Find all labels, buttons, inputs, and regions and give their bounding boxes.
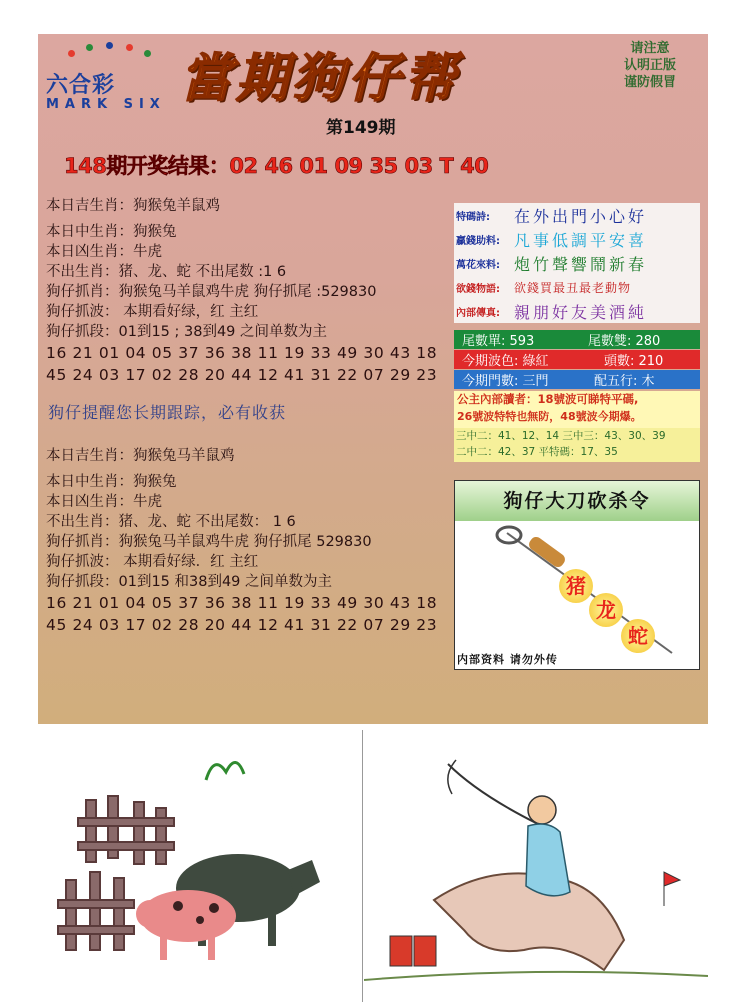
insider-tip (454, 391, 700, 428)
tracking-reminder: 狗仔提醒您长期跟踪，必有收获 (48, 403, 287, 422)
farm-drawing (38, 730, 360, 1002)
rider-illustration (364, 730, 708, 1002)
logo-text: 六合彩 (46, 73, 116, 98)
brand-title: 當期狗仔帮 (180, 48, 461, 109)
poem-text: 凡事低調平安喜 (514, 230, 648, 250)
logo-dots (68, 42, 158, 62)
draw-result: 148期开奖结果：02 46 01 09 35 03 T 40 (64, 154, 489, 178)
number-row: 45 24 03 17 02 28 20 44 12 41 31 22 07 29 23 (46, 616, 438, 634)
number-row: 16 21 01 04 05 37 36 38 11 19 33 49 30 43 18 (46, 594, 438, 612)
poem-text: 在外出門小心好 (514, 206, 648, 226)
logo-subtext: MARK SIX (46, 97, 166, 112)
poem-row (454, 251, 700, 275)
tip-line: 公主內部讀者：18號波可睇特平碼, (457, 392, 639, 406)
poem-row (454, 299, 700, 323)
divider-line (362, 730, 363, 1002)
poem-row (454, 227, 700, 251)
kill-title: 狗仔大刀砍杀令 (455, 481, 699, 521)
notice-line: 认明正版 (623, 58, 676, 73)
stat-left: 今期門數: 三門 (462, 374, 549, 389)
poem-label: 欲錢物語: (456, 283, 500, 295)
pig-boar-illustration (38, 730, 360, 1002)
issue-number: 第149期 (326, 118, 396, 138)
lucky-zodiac: 本日吉生肖：狗猴兔羊鼠鸡 (46, 198, 220, 214)
poem-text: 欲錢買最丑最老動物 (514, 280, 632, 295)
number-row: 16 21 01 04 05 37 36 38 11 19 33 49 30 43 18 (46, 344, 438, 362)
prediction-block-2 (46, 446, 437, 636)
stat-row-wave (454, 350, 700, 369)
picked-zodiac: 狗仔抓肖：狗猴兔马羊鼠鸡牛虎 狗仔抓尾 529830 (46, 534, 372, 550)
poem-row (454, 275, 700, 299)
excluded-zodiac: 不出生肖：猪、龙、蛇 不出尾数： 1 6 (46, 514, 296, 530)
stat-right: 配五行: 木 (594, 374, 655, 389)
picked-zodiac: 狗仔抓肖：狗猴兔马羊鼠鸡牛虎 狗仔抓尾 :529830 (46, 284, 377, 300)
poem-label: 特碼詩: (456, 211, 490, 223)
poem-panel (454, 203, 700, 323)
poem-label: 萬花來料: (456, 259, 500, 271)
unlucky-zodiac: 本日凶生肖：牛虎 (46, 244, 162, 260)
lucky-zodiac: 本日吉生肖：狗猴兔马羊鼠鸡 (46, 448, 235, 464)
excluded-zodiac: 不出生肖：猪、龙、蛇 不出尾数 :1 6 (46, 264, 287, 280)
stat-right: 尾數雙: 280 (588, 334, 661, 349)
picked-wave: 狗仔抓波： 本期看好绿．红 主红 (46, 554, 259, 570)
picked-wave: 狗仔抓波： 本期看好绿，红 主红 (46, 304, 259, 320)
number-row: 45 24 03 17 02 28 20 44 12 41 31 22 07 29 23 (46, 366, 438, 384)
poem-text: 炮竹聲響鬧新春 (514, 254, 648, 274)
poem-row (454, 203, 700, 227)
prediction-block-1 (46, 196, 437, 386)
poem-text: 親朋好友美酒純 (514, 302, 648, 322)
zodiac-dragon: 龙 (589, 593, 623, 627)
codes-row: 三中二：41、12、14 三中三：43、30、39 (456, 430, 666, 442)
poem-label: 贏錢助料: (456, 235, 500, 247)
authenticity-notice (600, 40, 700, 91)
kill-footer: 内部资料 请勿外传 (457, 653, 558, 666)
picked-range: 狗仔抓段：01到15 ; 38到49 之间单数为主 (46, 324, 328, 340)
stat-row-tail (454, 330, 700, 349)
notice-line: 请注意 (630, 41, 670, 56)
stat-right: 頭數: 210 (604, 354, 664, 369)
poem-label: 內部傳真: (456, 307, 500, 319)
stat-left: 今期波色: 綠紅 (462, 354, 549, 369)
unlucky-zodiac: 本日凶生肖：牛虎 (46, 494, 162, 510)
combination-codes (454, 428, 700, 462)
codes-row: 二中二：42、37 平特碼：17、35 (456, 446, 618, 458)
stat-left: 尾數單: 593 (462, 334, 535, 349)
medium-zodiac: 本日中生肖：狗猴兔 (46, 474, 177, 490)
tip-line: 26號波特特也無防，48號波今期爆。 (457, 410, 642, 423)
notice-line: 谨防假冒 (623, 75, 676, 90)
rider-drawing (364, 730, 708, 1002)
zodiac-snake: 蛇 (621, 619, 655, 653)
medium-zodiac: 本日中生肖：狗猴兔 (46, 224, 177, 240)
kill-panel (454, 480, 700, 670)
stat-row-door (454, 370, 700, 389)
zodiac-pig: 猪 (559, 569, 593, 603)
picked-range: 狗仔抓段：01到15 和38到49 之间单数为主 (46, 574, 333, 590)
